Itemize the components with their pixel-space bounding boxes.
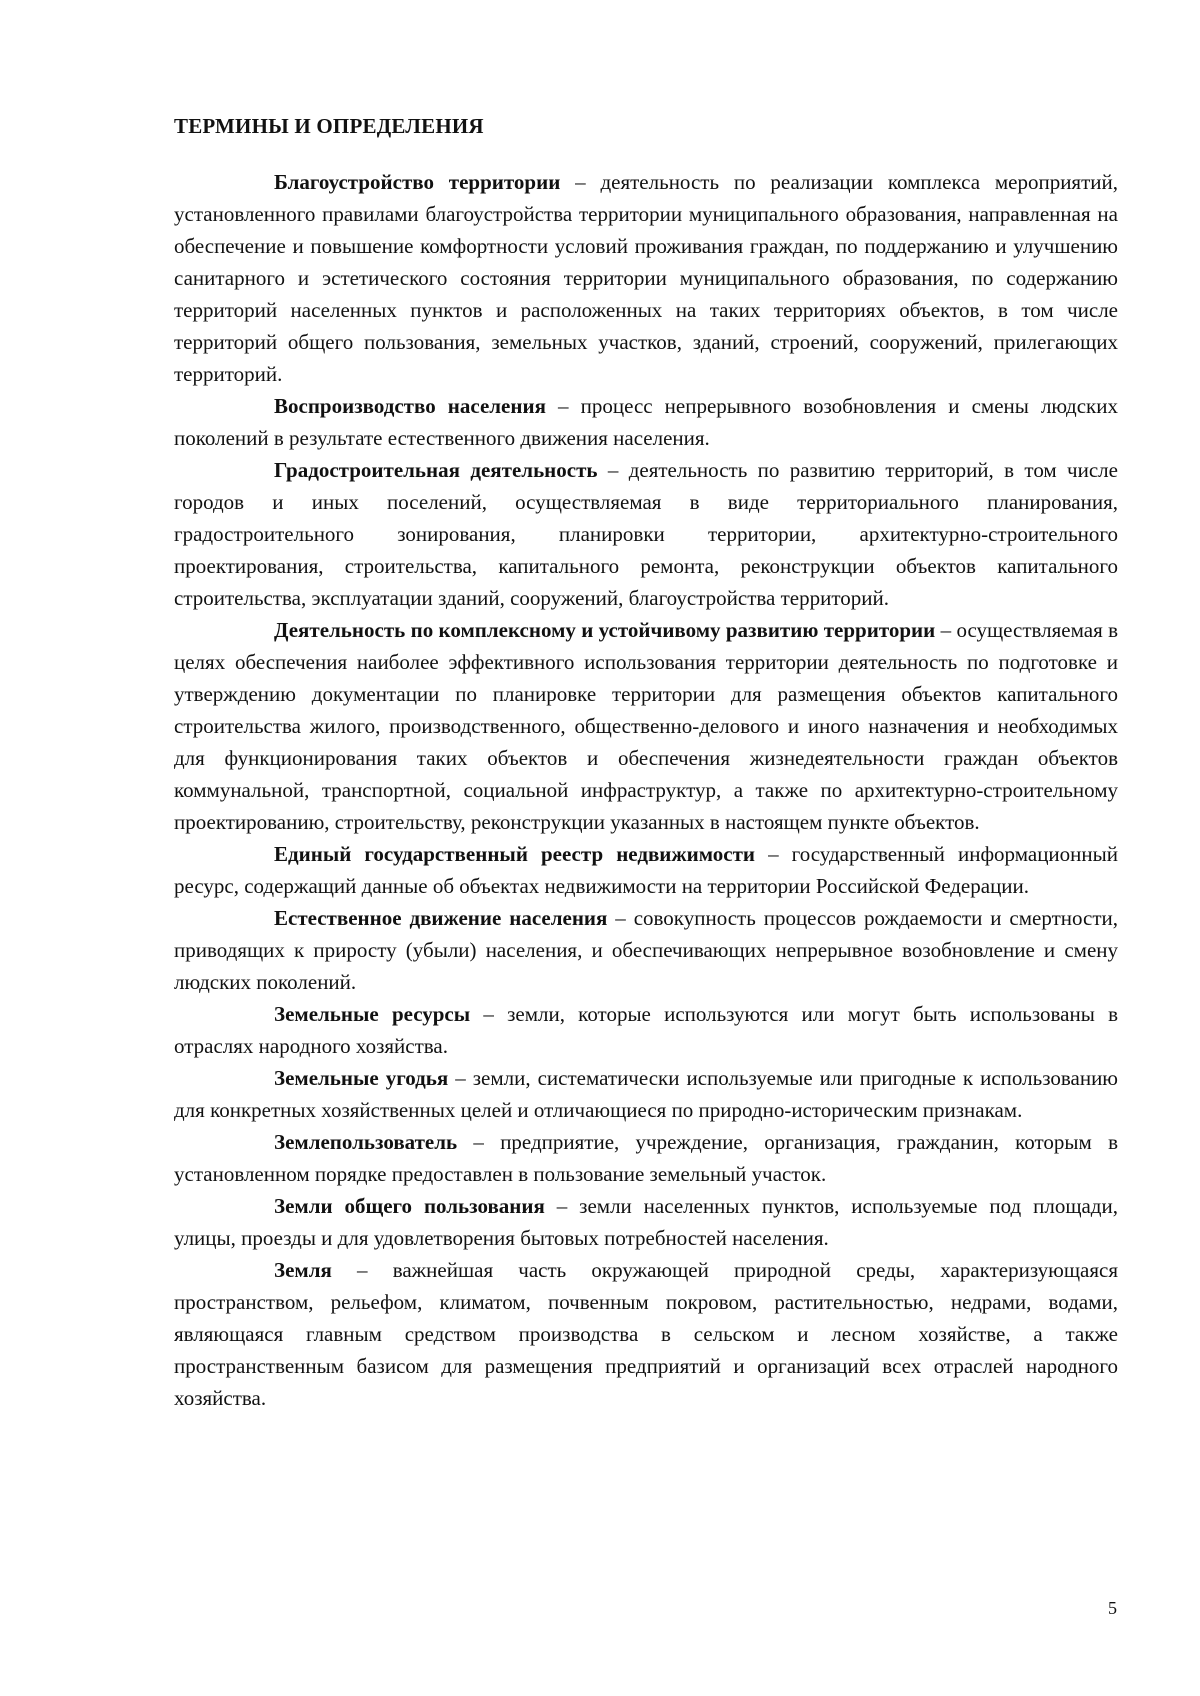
definition-term: Земельные ресурсы: [274, 1002, 471, 1026]
definition-term: Земли общего пользования: [274, 1194, 545, 1218]
definition-text: – важнейшая часть окружающей природной среды, характеризующаяся пространством, рельефом, климатом, почвенным покровом, растительностью, недрами, водами, являющаяся главным средством производства в сельском и лесном хозяйстве, а также пространственным базисом для размещения предприятий и организаций всех отраслей народного хозяйства.: [174, 1258, 1118, 1410]
definition-text: – деятельность по реализации комплекса мероприятий, установленного правилами благоустройства территории муниципального образования, направленная на обеспечение и повышение комфортности условий проживания граждан, по поддержанию и улучшению санитарного и эстетического состояния территории муниципального образования, по содержанию территорий населенных пунктов и расположенных на таких территориях объектов, в том числе территорий общего пользования, земельных участков, зданий, строений, сооружений, прилегающих территорий.: [174, 170, 1118, 386]
definition-entry: [174, 614, 1118, 838]
definition-entry: [174, 1126, 1118, 1190]
definition-entry: [174, 166, 1118, 390]
definition-text: – деятельность по развитию территорий, в том числе городов и иных поселений, осуществляемая в виде территориального планирования, градостроительного зонирования, планировки территории, архитектурно-строительного проектирования, строительства, капитального ремонта, реконструкции объектов капитального строительства, эксплуатации зданий, сооружений, благоустройства территорий.: [174, 458, 1118, 610]
definition-text: – государственный информационный ресурс, содержащий данные об объектах недвижимости на территории Российской Федерации.: [174, 842, 1118, 898]
definition-text: – процесс непрерывного возобновления и смены людских поколений в результате естественного движения населения.: [174, 394, 1118, 450]
definition-term: Земельные угодья: [274, 1066, 449, 1090]
definition-text: – земли, которые используются или могут быть использованы в отраслях народного хозяйства.: [174, 1002, 1118, 1058]
definition-term: Землепользователь: [274, 1130, 458, 1154]
definition-entry: [174, 1190, 1118, 1254]
definitions-list: [174, 166, 1118, 1414]
definition-text: – совокупность процессов рождаемости и смертности, приводящих к приросту (убыли) населения, и обеспечивающих непрерывное возобновление и смену людских поколений.: [174, 906, 1118, 994]
definition-entry: [174, 902, 1118, 998]
definition-entry: [174, 390, 1118, 454]
definition-term: Благоустройство территории: [274, 170, 561, 194]
definition-entry: [174, 1062, 1118, 1126]
definition-term: Деятельность по комплексному и устойчивому развитию территории: [274, 618, 936, 642]
definition-term: Земля: [274, 1258, 332, 1282]
page-number: 5: [1108, 1598, 1117, 1618]
definition-text: – земли, систематически используемые или пригодные к использованию для конкретных хозяйственных целей и отличающиеся по природно-историческим признакам.: [174, 1066, 1118, 1122]
definition-entry: [174, 838, 1118, 902]
definition-entry: [174, 1254, 1118, 1414]
definition-term: Естественное движение населения: [274, 906, 608, 930]
definition-term: Единый государственный реестр недвижимости: [274, 842, 755, 866]
definition-entry: [174, 998, 1118, 1062]
section-heading: ТЕРМИНЫ И ОПРЕДЕЛЕНИЯ: [174, 114, 484, 138]
definition-text: – земли населенных пунктов, используемые под площади, улицы, проезды и для удовлетворения бытовых потребностей населения.: [174, 1194, 1118, 1250]
definition-term: Воспроизводство населения: [274, 394, 546, 418]
definition-entry: [174, 454, 1118, 614]
definition-text: – предприятие, учреждение, организация, гражданин, которым в установленном порядке предоставлен в пользование земельный участок.: [174, 1130, 1118, 1186]
definition-term: Градостроительная деятельность: [274, 458, 598, 482]
definition-text: – осуществляемая в целях обеспечения наиболее эффективного использования территории деятельность по подготовке и утверждению документации по планировке территории для размещения объектов капитального строительства жилого, производственного, общественно-делового и иного назначения и необходимых для функционирования таких объектов и обеспечения жизнедеятельности граждан объектов коммунальной, транспортной, социальной инфраструктур, а также по архитектурно-строительному проектированию, строительству, реконструкции указанных в настоящем пункте объектов.: [174, 618, 1119, 834]
